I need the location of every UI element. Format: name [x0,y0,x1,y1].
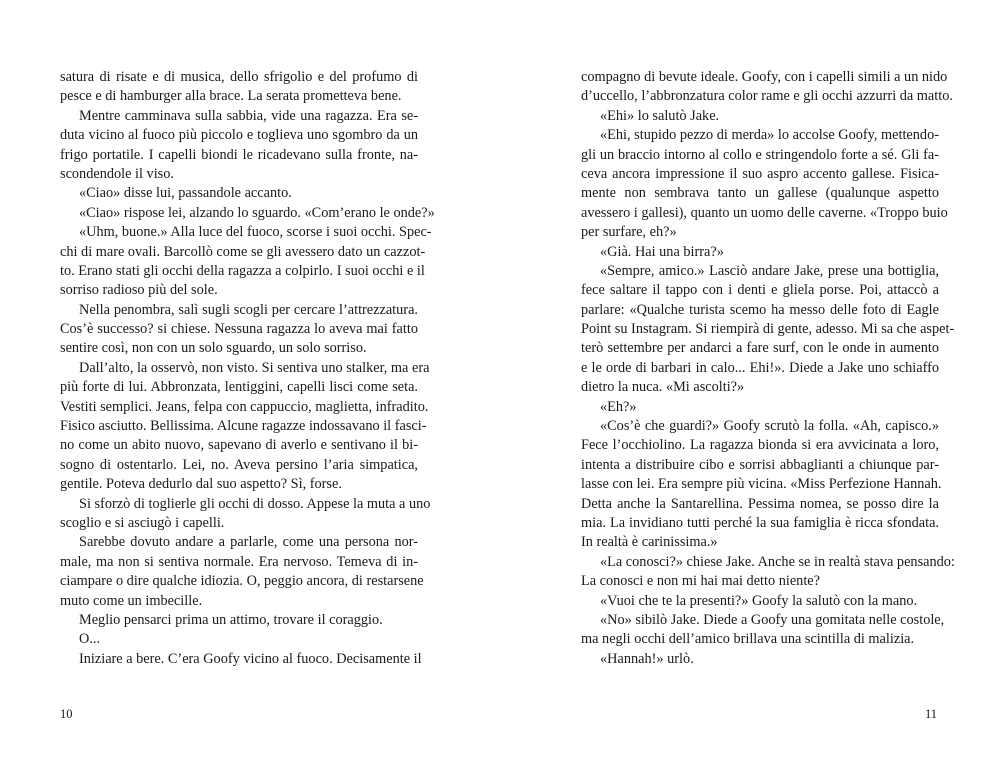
text-line: gentile. Poteva dedurlo dal suo aspetto? Sì, forse. [60,476,342,493]
right-page-text [581,68,955,669]
text-line: «Cos’è che guardi?» Goofy scrutò la folla. «Ah, capisco.» [600,418,939,435]
text-line: Mentre camminava sulla sabbia, vide una ragazza. Era se- [79,107,418,124]
text-line: Iniziare a bere. C’era Goofy vicino al fuoco. Decisamente il [79,650,422,667]
text-line: «La conosci?» chiese Jake. Anche se in realtà stava pensando: [600,553,955,570]
text-line: scoglio e si asciugò i capelli. [60,514,225,531]
text-line: «Ehi» lo salutò Jake. [600,107,720,124]
left-page-text [60,68,435,669]
text-line: male, ma non si sentiva normale. Era nervoso. Temeva di in- [60,553,418,570]
text-line: sorriso radioso più del sole. [60,282,218,299]
text-line: «Ehi, stupido pezzo di merda» lo accolse Goofy, mettendo- [600,127,939,144]
text-line: «Vuoi che te la presenti?» Goofy la salutò con la mano. [600,592,918,609]
text-line: Vestiti semplici. Jeans, felpa con cappuccio, maglietta, infradito. [60,398,429,415]
text-line: ma negli occhi dell’amico brillava una scintilla di malizia. [581,631,915,648]
text-line: compagno di bevute ideale. Goofy, con i capelli simili a un nido [581,69,948,85]
text-line: «Eh?» [600,398,637,415]
page-number-right: 11 [925,707,938,721]
text-line: duta vicino al fuoco più piccolo e toglieva uno sgombro da un [60,127,418,144]
text-line: lasse con lei. Era sempre più vicina. «Miss Perfezione Hannah. [581,476,942,493]
text-line: sentire così, non con un solo sguardo, un solo sorriso. [60,340,367,357]
text-line: mia. La invidiano tutti perché la sua famiglia è ricca sfondata. [581,514,939,531]
text-line: Point su Instagram. Si riempirà di gente, adesso. Mi sa che aspet- [581,321,955,338]
text-line: to. Erano stati gli occhi della ragazza a colpirlo. I suoi occhi e il [60,262,425,279]
text-line: «Sempre, amico.» Lasciò andare Jake, prese una bottiglia, [600,262,939,279]
text-line: «No» sibilò Jake. Diede a Goofy una gomitata nelle costole, [600,611,945,628]
text-line: mente non sembrava tanto un gallese (qualunque aspetto [581,185,939,202]
text-line: scondendole il viso. [60,165,174,182]
text-line: fece saltare il tappo con i denti e gliela porse. Poi, attaccò a [581,282,939,299]
text-line: «Uhm, buone.» Alla luce del fuoco, scorse i suoi occhi. Spec- [79,224,432,241]
text-line: parlare: «Qualche turista scemo ha messo delle foto di Eagle [581,301,939,318]
text-line: ciampare o dire qualche idiozia. O, peggio ancora, di restarsene [60,573,424,590]
text-line: pesce e di hamburger alla brace. La serata prometteva bene. [60,88,402,105]
text-line: dietro la nuca. «Mi ascolti?» [581,379,745,396]
text-line: «Ciao» rispose lei, alzando lo sguardo. «Com’erano le onde?» [79,204,435,221]
text-line: muto come un imbecille. [60,592,203,609]
text-line: chi di mare ovali. Barcollò come se gli avessero dato un cazzot- [60,243,426,260]
text-line: d’uccello, l’abbronzatura color rame e gli occhi azzurri da matto. [581,88,953,105]
text-line: Fisico asciutto. Bellissima. Alcune ragazze indossavano il fasci- [60,418,427,435]
text-line: Fece l’occhiolino. La ragazza bionda si era avvicinata a loro, [581,437,939,454]
text-line: intenta a distribuire cibo e sorrisi abbaglianti a chiunque par- [581,456,939,473]
text-line: gli un braccio intorno al collo e stringendolo forte a sé. Gli fa- [581,146,939,163]
text-line: Detta anche la Santarellina. Pessima nomea, se posso dire la [581,495,939,512]
text-line: no come un abito nuovo, sapevano di averlo e sentivano il bi- [60,437,418,454]
text-line: Dall’alto, la osservò, non visto. Si sentiva uno stalker, ma era [79,359,430,376]
text-line: e le orde di barbari in calo... Ehi!». Diede a Jake uno schiaffo [581,359,939,376]
text-line: Nella penombra, salì sugli scogli per cercare l’attrezzatura. [79,301,418,318]
text-line: La conosci e non mi hai mai detto niente? [581,573,820,590]
text-line: frigo portatile. I capelli biondi le ricadevano sulla fronte, na- [60,146,418,163]
text-line: O... [79,631,101,648]
text-line: Meglio pensarci prima un attimo, trovare il coraggio. [79,611,383,628]
text-line: satura di risate e di musica, dello sfrigolio e del profumo di [60,69,418,85]
text-line: «Ciao» disse lui, passandole accanto. [79,185,292,202]
text-line: Cos’è successo? si chiese. Nessuna ragazza lo aveva mai fatto [60,321,418,338]
text-line: «Già. Hai una birra?» [600,243,724,260]
text-line: ceva ancora impressione il suo aspro accento gallese. Fisica- [581,165,939,182]
text-line: Sarebbe dovuto andare a parlarle, come una persona nor- [79,534,418,551]
text-line: In realtà è carinissima.» [581,534,718,551]
text-line: sogno di ostentarlo. Lei, no. Aveva persino l’aria simpatica, [60,456,418,473]
text-line: terò settembre per andarci a fare surf, con le onde in aumento [581,340,939,357]
text-line: Si sforzò di toglierle gli occhi di dosso. Appese la muta a uno [79,495,431,512]
text-line: «Hannah!» urlò. [600,650,694,667]
text-line: più forte di lui. Abbronzata, lentiggini, capelli lisci come seta. [60,379,418,396]
page-number-left: 10 [60,707,73,721]
text-line: per surfare, eh?» [581,224,677,241]
text-line: avessero i gallesi), quanto un uomo delle caverne. «Troppo buio [581,204,948,221]
